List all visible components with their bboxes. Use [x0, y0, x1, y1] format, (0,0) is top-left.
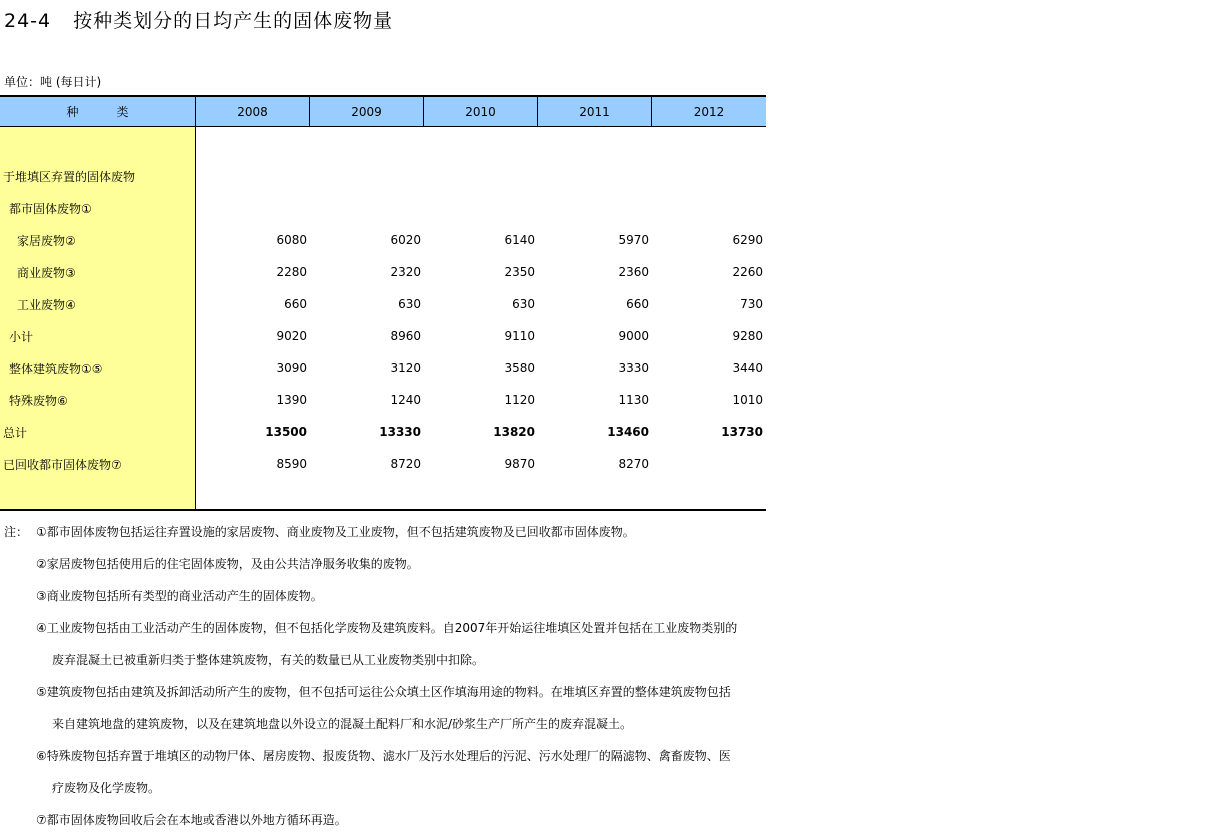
table-header [0, 95, 766, 127]
note-line: ④工业废物包括由工业活动产生的固体废物，但不包括化学废物及建筑废料。自2007年开始运往堆填区处置并包括在工业废物类别的 [36, 621, 738, 635]
note-line: ③商业废物包括所有类型的商业活动产生的固体废物。 [36, 589, 323, 603]
table-body [0, 127, 766, 511]
cell-value: 3330 [618, 361, 649, 375]
cell-value: 6290 [732, 233, 763, 247]
cell-value: 1390 [276, 393, 307, 407]
row-label: 工业废物④ [17, 297, 76, 312]
cell-value: 13730 [721, 425, 763, 439]
cell-value: 1130 [618, 393, 649, 407]
cell-value: 3120 [390, 361, 421, 375]
cell-value: 8270 [618, 457, 649, 471]
note-line: ②家居废物包括使用后的住宅固体废物，及由公共洁净服务收集的废物。 [36, 557, 419, 571]
cell-value: 6020 [390, 233, 421, 247]
table-row [0, 192, 766, 224]
cell-value: 9000 [618, 329, 649, 343]
table-row [0, 448, 766, 480]
cell-value: 2350 [504, 265, 535, 279]
cell-value: 3580 [504, 361, 535, 375]
cell-value: 6080 [276, 233, 307, 247]
row-label: 小计 [9, 329, 34, 344]
cell-value: 630 [512, 297, 535, 311]
table-title: 按种类划分的日均产生的固体废物量 [73, 10, 394, 32]
row-label: 都市固体废物① [9, 201, 92, 216]
cell-value: 9870 [504, 457, 535, 471]
row-label: 已回收都市固体废物⑦ [3, 457, 122, 472]
table-number: 24-4 [4, 10, 52, 32]
cell-value: 3090 [276, 361, 307, 375]
row-label: 整体建筑废物①⑤ [9, 361, 103, 376]
cell-value: 2260 [732, 265, 763, 279]
note-line: ①都市固体废物包括运往弃置设施的家居废物、商业废物及工业废物，但不包括建筑废物及已回收都市固体废物。 [36, 525, 635, 539]
cell-value: 13500 [265, 425, 307, 439]
data-table [0, 95, 766, 511]
cell-value: 9020 [276, 329, 307, 343]
table-row [0, 320, 766, 352]
note-line: 废弃混凝土已被重新归类于整体建筑废物，有关的数量已从工业废物类别中扣除。 [52, 653, 485, 667]
cell-value: 1010 [732, 393, 763, 407]
note-line: 疗废物及化学废物。 [52, 781, 161, 795]
header-year: 2011 [538, 97, 652, 126]
cell-value: 6140 [504, 233, 535, 247]
cell-value: 630 [398, 297, 421, 311]
cell-value: 13820 [493, 425, 535, 439]
cell-value: 13330 [379, 425, 421, 439]
header-year: 2010 [424, 97, 538, 126]
header-category: 种类 [0, 97, 196, 126]
table-row [0, 224, 766, 256]
cell-value: 1120 [504, 393, 535, 407]
notes-prefix: 注： [4, 525, 29, 539]
cell-value: 660 [284, 297, 307, 311]
cell-value: 8960 [390, 329, 421, 343]
note-line: 来自建筑地盘的建筑废物，以及在建筑地盘以外设立的混凝土配料厂和水泥/砂浆生产厂所产生的废弃混凝土。 [52, 717, 633, 731]
table-row [0, 416, 766, 448]
note-line: ⑦都市固体废物回收后会在本地或香港以外地方循环再造。 [36, 813, 347, 827]
table-row [0, 384, 766, 416]
row-label: 总计 [3, 425, 28, 440]
cell-value: 3440 [732, 361, 763, 375]
cell-value: 1240 [390, 393, 421, 407]
header-year: 2009 [310, 97, 424, 126]
cell-value: 2280 [276, 265, 307, 279]
row-label: 于堆填区弃置的固体废物 [3, 169, 136, 184]
table-row [0, 256, 766, 288]
unit-label: 单位：吨 (每日计) [4, 75, 102, 89]
cell-value: 13460 [607, 425, 649, 439]
note-line: ⑤建筑废物包括由建筑及拆卸活动所产生的废物，但不包括可运往公众填土区作填海用途的物料。在堆填区弃置的整体建筑废物包括 [36, 685, 731, 699]
row-label: 家居废物② [17, 233, 76, 248]
cell-value: 8720 [390, 457, 421, 471]
cell-value: 9280 [732, 329, 763, 343]
table-row [0, 160, 766, 192]
cell-value: 660 [626, 297, 649, 311]
header-year: 2012 [693, 104, 725, 119]
cell-value: 730 [740, 297, 763, 311]
cell-value: 5970 [618, 233, 649, 247]
table-row [0, 288, 766, 320]
cell-value: 2360 [618, 265, 649, 279]
header-year: 2008 [196, 97, 310, 126]
cell-value: 8590 [276, 457, 307, 471]
page-title [4, 6, 393, 33]
table-row [0, 352, 766, 384]
cell-value: 2320 [390, 265, 421, 279]
row-label: 商业废物③ [17, 265, 76, 280]
cell-value: 9110 [504, 329, 535, 343]
note-line: ⑥特殊废物包括弃置于堆填区的动物尸体、屠房废物、报废货物、滤水厂及污水处理后的污泥、污水处理厂的隔滤物、禽畜废物、医 [36, 749, 731, 763]
row-label: 特殊废物⑥ [9, 393, 68, 408]
